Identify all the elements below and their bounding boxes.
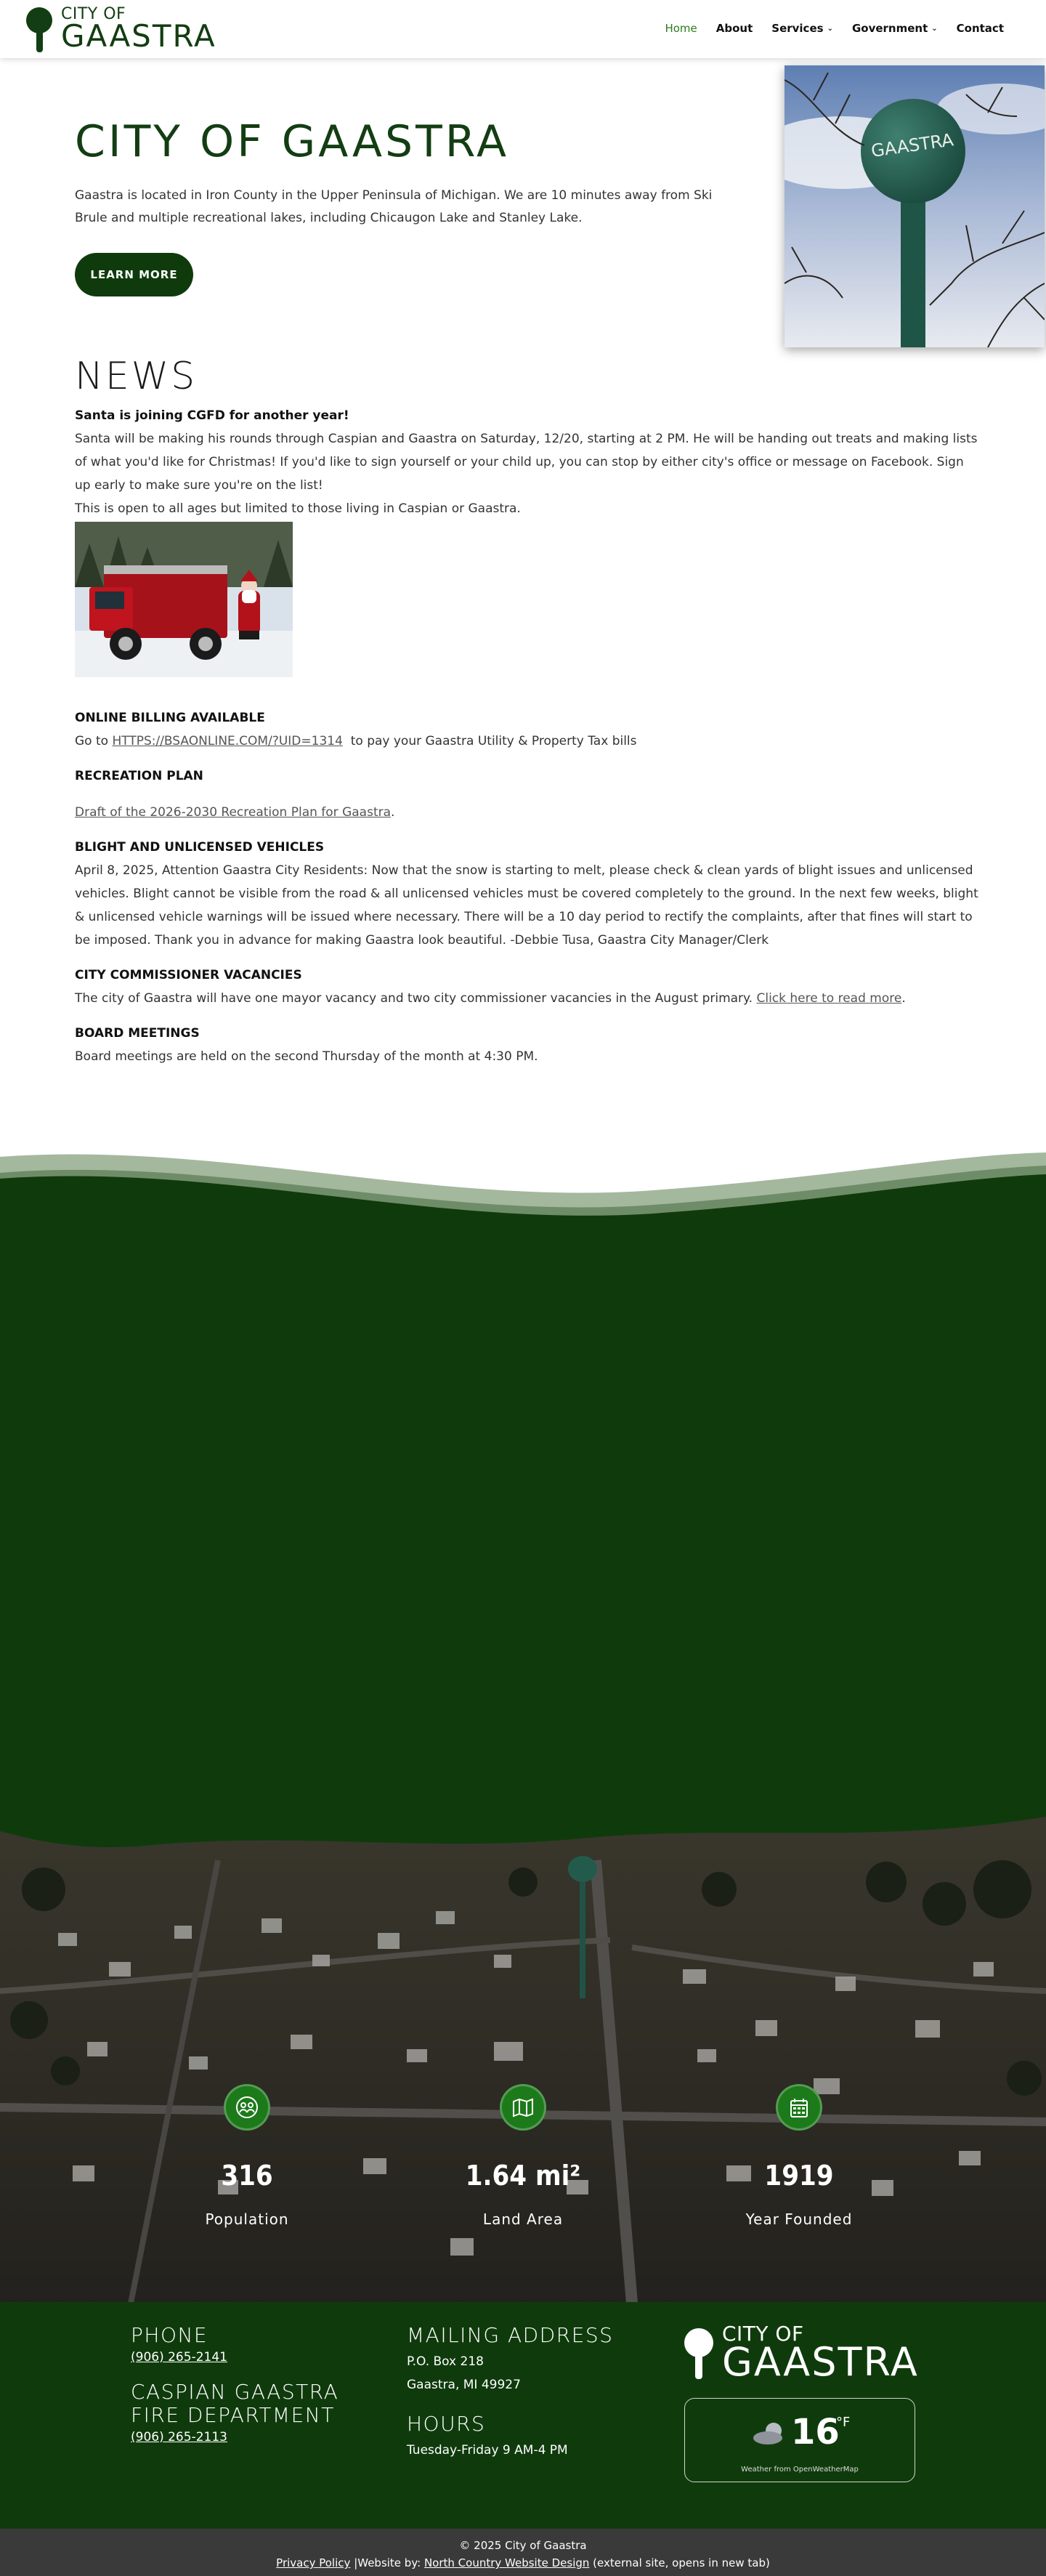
tree-logo-icon (25, 4, 57, 54)
land-area-label: Land Area (482, 2210, 564, 2228)
stat-land-area (414, 2084, 632, 2228)
news-heading: NEWS (75, 355, 198, 398)
footer-phone-column (131, 2324, 338, 2444)
board-heading: BOARD MEETINGS (75, 1026, 200, 1041)
year-founded-value: 1919 (764, 2160, 834, 2192)
people-icon (224, 2084, 270, 2131)
site-footer (0, 2302, 1046, 2529)
news-item-blight (75, 836, 979, 952)
tree-logo-icon (683, 2325, 718, 2381)
recreation-heading: RECREATION PLAN (75, 769, 203, 783)
nav-services[interactable]: Services ⌄ (771, 22, 833, 35)
green-divider-band (0, 1148, 1046, 1875)
footer-address-column (407, 2324, 613, 2462)
privacy-policy-link[interactable]: Privacy Policy (276, 2556, 351, 2569)
blight-heading: BLIGHT AND UNLICENSED VEHICLES (75, 840, 325, 855)
cloud-icon (752, 2419, 788, 2448)
water-tower-photo (784, 65, 1045, 347)
nav-about[interactable]: About (715, 22, 753, 35)
weather-source: Weather from OpenWeatherMap (741, 2466, 859, 2474)
read-more-link[interactable]: Click here to read more (756, 991, 902, 1006)
page-title: CITY OF GAASTRA (75, 116, 510, 167)
aerial-town-photo (0, 1802, 1046, 2304)
vacancies-heading: CITY COMMISSIONER VACANCIES (75, 968, 302, 982)
santa-heading: Santa is joining CGFD for another year! (75, 408, 349, 423)
main-nav (665, 22, 1004, 35)
fire-truck-santa-photo (75, 522, 293, 677)
blight-text: April 8, 2025, Attention Gaastra City Residents: Now that the snow is starting to melt, please check & clean yards of blight issues and unlicensed vehicles. Blight cannot be visible from the road & all unlicensed vehicles must be covered completely to the ground. In the next few weeks, blight & unlicensed vehicle warnings will be issued where necessary. There will be a 10 day period to rectify the complaints, after that fines will start to be imposed. Thank you in advance for making Gaastra look beautiful. -Debbie Tusa, Gaastra City Manager/Clerk (75, 863, 978, 948)
mailing-address-heading: MAILING ADDRESS (407, 2323, 614, 2347)
fire-dept-heading-2: FIRE DEPARTMENT (131, 2403, 335, 2427)
site-header (0, 0, 1046, 58)
tower-text: GAASTRA (869, 129, 955, 161)
designer-link[interactable]: North Country Website Design (423, 2556, 590, 2569)
logo-line2: GAASTRA (61, 18, 216, 54)
board-text: Board meetings are held on the second Thursday of the month at 4:30 PM. (75, 1049, 538, 1064)
population-value: 316 (221, 2160, 273, 2192)
bottom-bar: © 2025 City of Gaastra Privacy Policy |Website by: North Country Website Design (external site, opens in new tab) (0, 2529, 1046, 2576)
billing-heading: ONLINE BILLING AVAILABLE (75, 711, 265, 725)
nav-government[interactable]: Government ⌄ (851, 22, 938, 35)
site-logo[interactable] (25, 4, 216, 54)
news-item-board (75, 1022, 979, 1068)
news-section (75, 404, 979, 1068)
weather-temp: 16 (791, 2412, 840, 2452)
recreation-plan-link[interactable]: Draft of the 2026-2030 Recreation Plan for Gaastra (75, 805, 392, 820)
address-line-2: Gaastra, MI 49927 (407, 2378, 521, 2392)
nav-home[interactable]: Home (665, 22, 697, 35)
address-line-1: P.O. Box 218 (407, 2354, 484, 2369)
hero-description: Gaastra is located in Iron County in the Upper Peninsula of Michigan. We are 10 minutes away from Ski Brule and multiple recreational lakes, including Chicaugon Lake and Stanley Lake. (75, 188, 713, 225)
hours-heading: HOURS (407, 2412, 486, 2436)
calendar-icon (776, 2084, 822, 2131)
year-founded-label: Year Founded (745, 2210, 853, 2228)
hours-text: Tuesday-Friday 9 AM-4 PM (407, 2443, 568, 2458)
news-item-vacancies: CITY COMMISSIONER VACANCIES The city of Gaastra will have one mayor vacancy and two city commissioner vacancies in the August primary. Click here to read more. (75, 964, 979, 1010)
santa-text: Santa will be making his rounds through Caspian and Gaastra on Saturday, 12/20, starting at 2 PM. He will be handing out treats and making lists of what you'd like for Christmas! If you'd like to sign yourself or your child up, you can stop by either city's office or message on Facebook. Sign up early to make sure you're on the list! (75, 432, 978, 493)
copyright: © 2025 City of Gaastra (459, 2539, 587, 2552)
nav-contact[interactable]: Contact (956, 22, 1004, 35)
land-area-value: 1.64 mi² (465, 2160, 581, 2192)
weather-unit: °F (836, 2415, 851, 2430)
fire-dept-heading-1: CASPIAN GAASTRA (131, 2380, 339, 2404)
map-icon (500, 2084, 546, 2131)
billing-link[interactable]: HTTPS://BSAONLINE.COM/?UID=1314 (112, 734, 343, 748)
weather-widget (684, 2398, 915, 2482)
phone-heading: PHONE (131, 2323, 208, 2347)
learn-more-button[interactable]: LEARN MORE (75, 253, 193, 296)
chevron-down-icon: ⌄ (931, 24, 938, 33)
santa-text-2: This is open to all ages but limited to those living in Caspian or Gaastra. (75, 501, 521, 516)
logo-line1: CITY OF (61, 5, 126, 23)
population-label: Population (205, 2210, 289, 2228)
news-item-billing: ONLINE BILLING AVAILABLE Go to HTTPS://BSAONLINE.COM/?UID=1314 to pay your Gaastra Utility & Property Tax bills (75, 706, 979, 753)
footer-logo[interactable]: CITY OF GAASTRA (683, 2324, 919, 2382)
city-phone-link[interactable]: (906) 265-2141 (131, 2350, 227, 2365)
chevron-down-icon: ⌄ (827, 24, 833, 33)
stat-year-founded (690, 2084, 908, 2228)
news-item-santa (75, 404, 979, 677)
news-item-recreation: RECREATION PLAN Draft of the 2026-2030 Recreation Plan for Gaastra. (75, 764, 979, 824)
stat-population (138, 2084, 356, 2228)
fire-dept-phone-link[interactable]: (906) 265-2113 (131, 2430, 227, 2444)
